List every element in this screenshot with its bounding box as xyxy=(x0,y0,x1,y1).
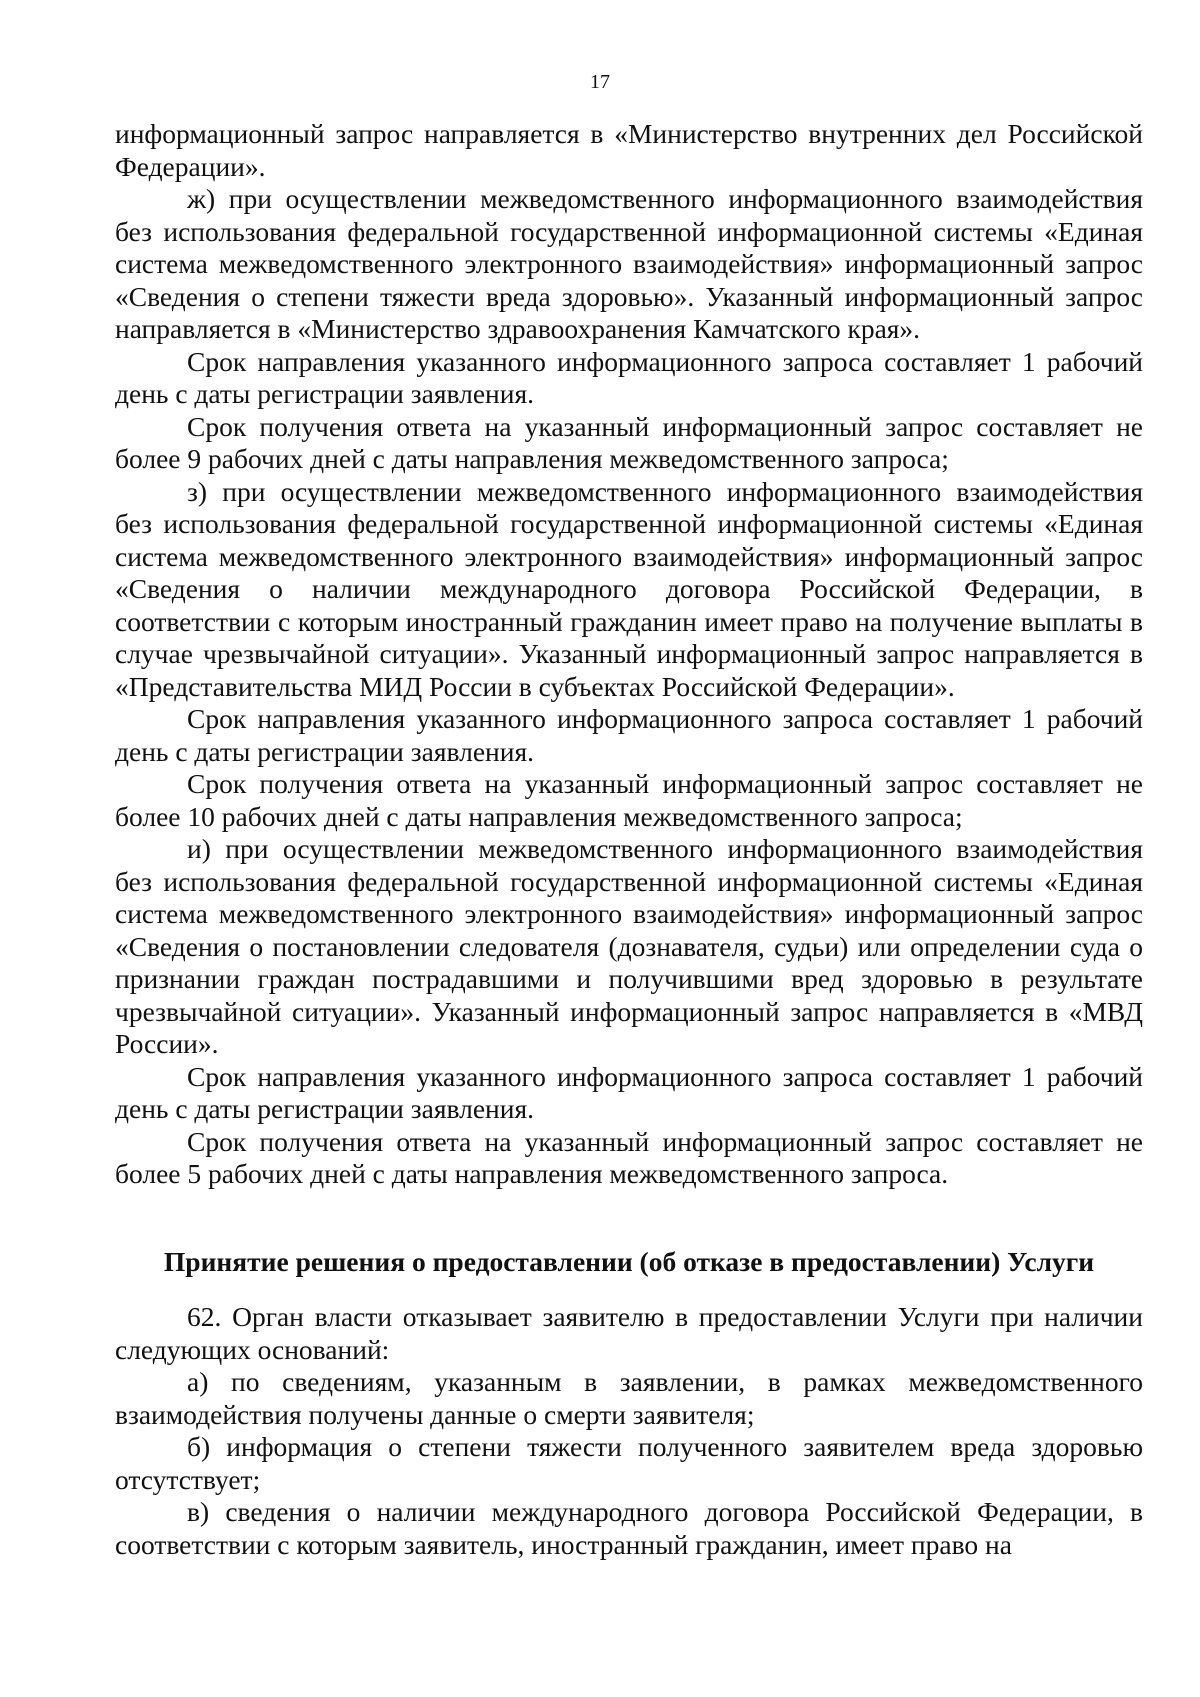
page-number: 17 xyxy=(590,71,610,93)
paragraph: Срок получения ответа на указанный информационный запрос составляет не более 5 рабочих дней с даты направления межведомственного запроса. xyxy=(115,1125,1143,1189)
paragraph: Срок получения ответа на указанный информационный запрос составляет не более 10 рабочих дней с даты направления межведомственного запроса; xyxy=(115,768,1143,832)
paragraph: з) при осуществлении межведомственного информационного взаимодействия без использования федеральной государственной информационной системы «Единая система межведомственного электронного взаимодействия» информационный запрос «Сведения о наличии международного договора Российской Федерации, в соответствии с которым иностранный гражданин имеет право на получение выплаты в случае чрезвычайной ситуации». Указанный информационный запрос направляется в «Представительства МИД России в субъектах Российской Федерации». xyxy=(115,475,1143,702)
paragraph: и) при осуществлении межведомственного информационного взаимодействия без использования федеральной государственной информационной системы «Единая система межведомственного электронного взаимодействия» информационный запрос «Сведения о постановлении следователя (дознавателя, судьи) или определении суда о признании граждан пострадавшими и получившими вред здоровью в результате чрезвычайной ситуации». Указанный информационный запрос направляется в «МВД России». xyxy=(115,833,1143,1059)
paragraph: Срок направления указанного информационного запроса составляет 1 рабочий день с даты регистрации заявления. xyxy=(115,345,1143,409)
paragraph: Срок получения ответа на указанный информационный запрос составляет не более 9 рабочих дней с даты направления межведомственного запроса; xyxy=(115,410,1143,474)
paragraph: 62. Орган власти отказывает заявителю в предоставлении Услуги при наличии следующих оснований: xyxy=(115,1301,1143,1365)
paragraphs-before xyxy=(115,118,1143,1191)
paragraph: Срок направления указанного информационного запроса составляет 1 рабочий день с даты регистрации заявления. xyxy=(115,1060,1143,1124)
paragraph: информационный запрос направляется в «Министерство внутренних дел Российской Федерации». xyxy=(115,118,1143,182)
paragraph: Срок направления указанного информационного запроса составляет 1 рабочий день с даты регистрации заявления. xyxy=(115,703,1143,767)
paragraph: а) по сведениям, указанным в заявлении, в рамках межведомственного взаимодействия получены данные о смерти заявителя; xyxy=(115,1366,1143,1430)
paragraph: в) сведения о наличии международного договора Российской Федерации, в соответствии с которым заявитель, иностранный гражданин, имеет право на xyxy=(115,1496,1143,1560)
paragraphs-after xyxy=(115,1301,1143,1561)
document-body xyxy=(115,118,1143,1561)
section-heading: Принятие решения о предоставлении (об отказе в предоставлении) Услуги xyxy=(163,1245,1095,1277)
paragraph: ж) при осуществлении межведомственного информационного взаимодействия без использования федеральной государственной информационной системы «Единая система межведомственного электронного взаимодействия» информационный запрос «Сведения о степени тяжести вреда здоровью». Указанный информационный запрос направляется в «Министерство здравоохранения Камчатского края». xyxy=(115,183,1143,344)
paragraph: б) информация о степени тяжести полученного заявителем вреда здоровью отсутствует; xyxy=(115,1431,1143,1495)
